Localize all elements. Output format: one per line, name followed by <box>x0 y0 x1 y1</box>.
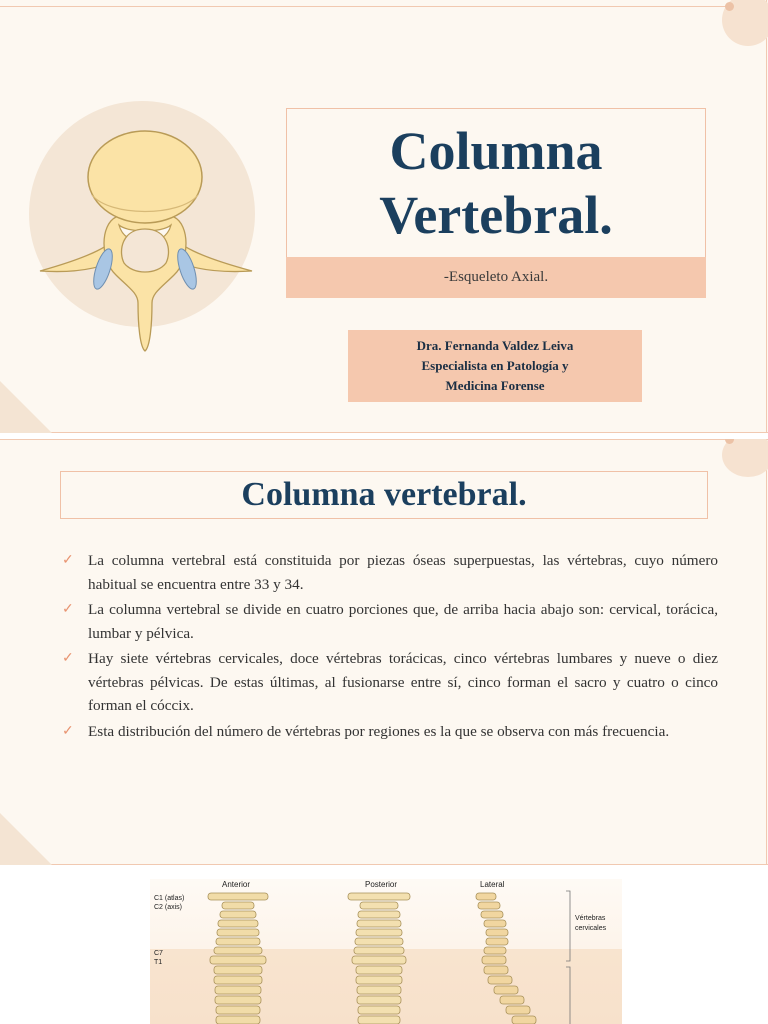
bullet-text: La columna vertebral se divide en cuatro porciones que, de arriba hacia abajo son: cervical, torácica, lumbar y pélvica. <box>88 601 718 642</box>
list-item <box>60 720 718 744</box>
content-slide <box>0 439 768 865</box>
list-item <box>60 647 718 718</box>
title-line-2: Vertebral. <box>379 185 613 245</box>
label-c7: C7 <box>154 950 163 957</box>
author-specialty-1: Especialista en Patología y <box>421 358 569 373</box>
view-label-anterior: Anterior <box>222 880 251 889</box>
heading-box <box>60 471 708 519</box>
slide-heading: Columna vertebral. <box>241 476 527 513</box>
corner-triangle-decoration <box>0 813 52 865</box>
corner-circle-decoration <box>722 439 768 477</box>
title-line-1: Columna <box>389 121 603 181</box>
check-icon: ✓ <box>62 602 74 617</box>
title-box <box>286 108 706 258</box>
spine-drawings <box>150 879 622 1024</box>
author-box <box>348 330 642 402</box>
bullet-text: Hay siete vértebras cervicales, doce vértebras torácicas, cinco vértebras lumbares y nueve o diez vértebras pélvicas. De estas últimas, al fusionarse entre sí, cinco forman el sacro y cuatro o cinco forman el cóccix. <box>88 650 718 714</box>
bottom-border-line <box>0 432 768 433</box>
bullet-text: La columna vertebral está constituida por piezas óseas superpuestas, las vértebras, cuyo número habitual se encuentra entre 33 y 34. <box>88 552 718 593</box>
region-label-line1: Vértebras <box>575 915 606 922</box>
label-c2: C2 (axis) <box>154 904 183 911</box>
right-border-line <box>766 439 767 865</box>
view-label-posterior: Posterior <box>365 880 398 889</box>
top-border-line <box>0 6 730 7</box>
anatomy-slide <box>0 868 768 1024</box>
subtitle-bar <box>286 257 706 298</box>
right-border-line <box>766 0 767 433</box>
author-name: Dra. Fernanda Valdez Leiva <box>416 338 574 353</box>
bullet-text: Esta distribución del número de vértebras por regiones es la que se observa con más frecuencia. <box>88 722 670 740</box>
title-slide <box>0 0 768 433</box>
list-item <box>60 598 718 645</box>
spine-anatomy-figure <box>150 879 622 1024</box>
top-border-line <box>0 439 768 440</box>
subtitle-text: -Esqueleto Axial. <box>443 269 549 285</box>
corner-dot-decoration <box>725 2 734 11</box>
list-item <box>60 549 718 596</box>
label-c1: C1 (atlas) <box>154 895 185 902</box>
author-specialty-2: Medicina Forense <box>445 378 545 393</box>
view-label-lateral: Lateral <box>480 880 505 889</box>
bullet-list <box>60 549 718 745</box>
vertebra-illustration <box>30 125 260 360</box>
corner-triangle-decoration <box>0 381 52 433</box>
check-icon: ✓ <box>62 553 74 568</box>
region-label-line2: cervicales <box>575 925 607 932</box>
check-icon: ✓ <box>62 723 74 739</box>
bottom-border-line <box>0 864 768 865</box>
label-t1: T1 <box>154 959 163 966</box>
check-icon: ✓ <box>62 651 74 666</box>
